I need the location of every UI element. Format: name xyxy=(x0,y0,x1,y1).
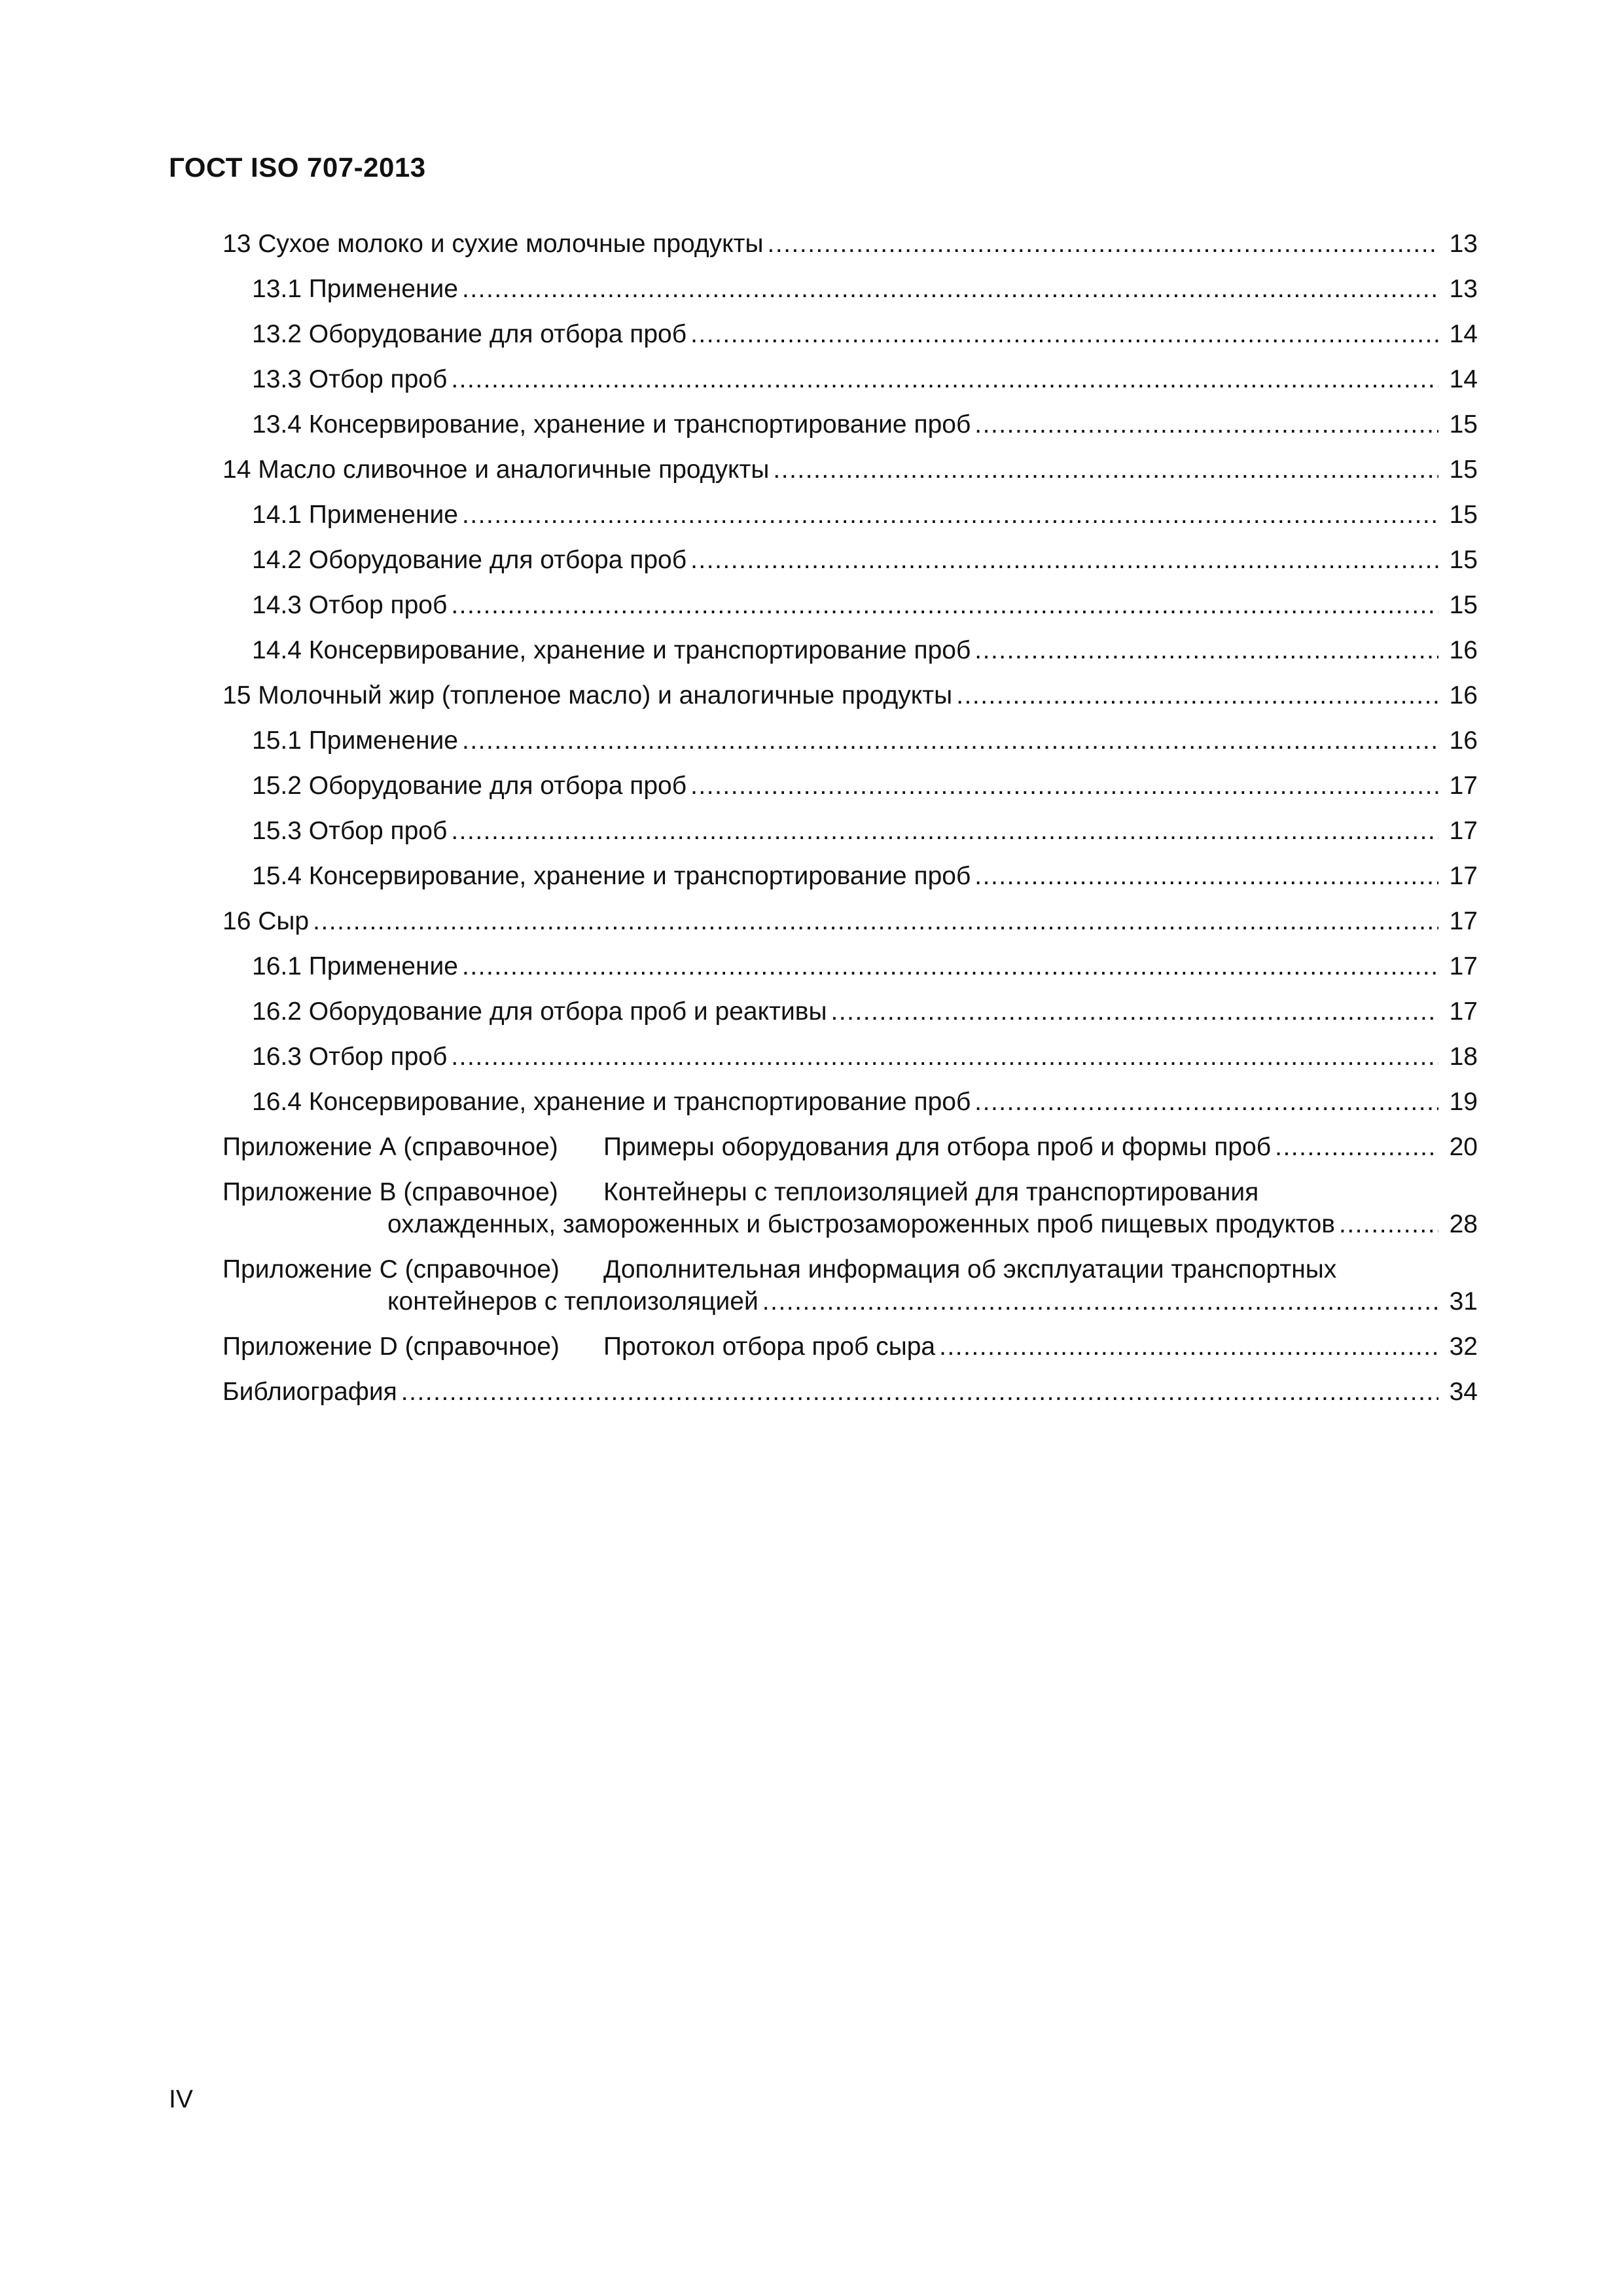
toc-entry-page: 15 xyxy=(1449,546,1478,574)
toc-entry-16[interactable] xyxy=(223,905,1478,937)
toc-leader-dots xyxy=(939,1331,1438,1363)
toc-entry-page: 17 xyxy=(1449,817,1478,845)
toc-entry-page: 34 xyxy=(1449,1378,1478,1406)
toc-annex-heading xyxy=(223,1331,939,1363)
toc-entry-title: 13.3 Отбор проб xyxy=(252,365,448,393)
toc-entry-page: 13 xyxy=(1449,275,1478,303)
table-of-contents xyxy=(223,228,1478,1421)
toc-entry-title: 14.2 Оборудование для отбора проб xyxy=(252,546,687,574)
toc-leader-dots xyxy=(1339,1208,1438,1240)
toc-entry-title: 15.1 Применение xyxy=(252,726,458,755)
toc-annex-heading xyxy=(223,1131,1275,1163)
toc-entry-14-3[interactable] xyxy=(223,589,1478,621)
toc-leader-dots xyxy=(974,1086,1438,1118)
document-header-title: ГОСТ ISO 707-2013 xyxy=(169,152,426,183)
toc-entry-page: 15 xyxy=(1449,410,1478,439)
toc-entry-title: 16.3 Отбор проб xyxy=(252,1043,448,1071)
toc-entry-page: 13 xyxy=(1449,230,1478,258)
toc-leader-dots xyxy=(451,1041,1438,1073)
toc-entry-page: 17 xyxy=(1449,862,1478,890)
toc-leader-dots xyxy=(831,996,1439,1028)
toc-entry-page: 17 xyxy=(1449,772,1478,800)
toc-entry-page: 18 xyxy=(1449,1043,1478,1071)
toc-entry-page: 15 xyxy=(1449,591,1478,619)
toc-annex-title: Контейнеры с теплоизоляцией для транспортирования xyxy=(603,1178,1259,1206)
toc-leader-dots xyxy=(690,318,1438,350)
toc-entry-15[interactable] xyxy=(223,679,1478,711)
toc-entry-page: 15 xyxy=(1449,501,1478,529)
toc-annex-label: Приложение В (справочное) xyxy=(223,1178,558,1206)
toc-entry-title: 16.4 Консервирование, хранение и транспортирование проб xyxy=(252,1088,971,1116)
toc-annex-title-cont: охлажденных, замороженных и быстрозамороженных проб пищевых продуктов xyxy=(387,1210,1336,1238)
toc-entry-page: 19 xyxy=(1449,1088,1478,1116)
toc-entry-page: 28 xyxy=(1449,1210,1478,1238)
toc-leader-dots xyxy=(462,725,1438,757)
toc-entry-title: Библиография xyxy=(223,1378,397,1406)
toc-entry-16-4[interactable] xyxy=(223,1086,1478,1118)
toc-leader-dots xyxy=(690,770,1438,802)
toc-annex-title: Дополнительная информация об эксплуатации транспортных xyxy=(603,1255,1337,1283)
toc-entry-16-3[interactable] xyxy=(223,1041,1478,1073)
toc-annex-c[interactable] xyxy=(223,1253,1478,1318)
toc-entry-13-1[interactable] xyxy=(223,273,1478,305)
toc-leader-dots xyxy=(462,950,1438,982)
toc-entry-title: 13.2 Оборудование для отбора проб xyxy=(252,320,687,348)
toc-entry-16-2[interactable] xyxy=(223,996,1478,1028)
toc-annex-label: Приложение С (справочное) xyxy=(223,1255,560,1283)
toc-entry-title: 15 Молочный жир (топленое масло) и аналогичные продукты xyxy=(223,681,953,709)
toc-entry-13[interactable] xyxy=(223,228,1478,260)
toc-entry-page: 17 xyxy=(1449,952,1478,980)
toc-entry-15-4[interactable] xyxy=(223,860,1478,892)
toc-entry-title: 14.4 Консервирование, хранение и транспортирование проб xyxy=(252,636,971,664)
toc-entry-page: 16 xyxy=(1449,681,1478,709)
toc-leader-dots xyxy=(974,860,1438,892)
toc-annex-a[interactable] xyxy=(223,1131,1478,1163)
toc-entry-title: 14.3 Отбор проб xyxy=(252,591,448,619)
toc-entry-page: 15 xyxy=(1449,456,1478,484)
toc-leader-dots xyxy=(1275,1131,1438,1163)
toc-leader-dots xyxy=(974,408,1438,440)
toc-annex-b[interactable] xyxy=(223,1176,1478,1240)
toc-entry-14[interactable] xyxy=(223,454,1478,486)
toc-annex-d[interactable] xyxy=(223,1331,1478,1363)
page-number: IV xyxy=(169,2085,193,2113)
toc-entry-title: 13.1 Применение xyxy=(252,275,458,303)
toc-leader-dots xyxy=(462,499,1438,531)
toc-entry-title: 15.2 Оборудование для отбора проб xyxy=(252,772,687,800)
toc-entry-page: 14 xyxy=(1449,365,1478,393)
toc-leader-dots xyxy=(451,815,1438,847)
toc-leader-dots xyxy=(768,228,1438,260)
toc-leader-dots xyxy=(313,905,1438,937)
toc-leader-dots xyxy=(451,363,1438,395)
toc-annex-title: Примеры оборудования для отбора проб и формы проб xyxy=(603,1133,1272,1161)
toc-entry-14-2[interactable] xyxy=(223,544,1478,576)
toc-entry-15-3[interactable] xyxy=(223,815,1478,847)
toc-annex-title: Протокол отбора проб сыра xyxy=(603,1333,936,1361)
toc-entry-14-1[interactable] xyxy=(223,499,1478,531)
toc-leader-dots xyxy=(401,1376,1438,1408)
toc-entry-13-4[interactable] xyxy=(223,408,1478,440)
toc-entry-page: 16 xyxy=(1449,636,1478,664)
toc-leader-dots xyxy=(974,634,1438,666)
toc-leader-dots xyxy=(773,454,1438,486)
toc-leader-dots xyxy=(956,679,1438,711)
toc-leader-dots xyxy=(690,544,1438,576)
toc-entry-page: 16 xyxy=(1449,726,1478,755)
toc-leader-dots xyxy=(462,273,1438,305)
toc-leader-dots xyxy=(451,589,1438,621)
toc-entry-page: 32 xyxy=(1449,1333,1478,1361)
toc-entry-page: 17 xyxy=(1449,907,1478,935)
toc-entry-13-2[interactable] xyxy=(223,318,1478,350)
toc-annex-label: Приложение D (справочное) xyxy=(223,1333,560,1361)
toc-entry-title: 14 Масло сливочное и аналогичные продукты xyxy=(223,456,770,484)
toc-entry-15-2[interactable] xyxy=(223,770,1478,802)
toc-entry-title: 16.2 Оборудование для отбора проб и реактивы xyxy=(252,997,827,1026)
toc-entry-13-3[interactable] xyxy=(223,363,1478,395)
toc-entry-title: 16 Сыр xyxy=(223,907,310,935)
toc-leader-dots xyxy=(762,1285,1438,1318)
toc-bibliography[interactable] xyxy=(223,1376,1478,1408)
toc-entry-title: 15.3 Отбор проб xyxy=(252,817,448,845)
toc-entry-page: 31 xyxy=(1449,1287,1478,1316)
toc-entry-16-1[interactable] xyxy=(223,950,1478,982)
toc-entry-14-4[interactable] xyxy=(223,634,1478,666)
toc-entry-page: 17 xyxy=(1449,997,1478,1026)
toc-entry-title: 13.4 Консервирование, хранение и транспортирование проб xyxy=(252,410,971,439)
toc-entry-page: 20 xyxy=(1449,1133,1478,1161)
toc-annex-title-cont: контейнеров с теплоизоляцией xyxy=(387,1287,758,1316)
toc-entry-page: 14 xyxy=(1449,320,1478,348)
toc-entry-title: 15.4 Консервирование, хранение и транспортирование проб xyxy=(252,862,971,890)
toc-entry-title: 14.1 Применение xyxy=(252,501,458,529)
toc-entry-title: 16.1 Применение xyxy=(252,952,458,980)
toc-annex-label: Приложение А (справочное) xyxy=(223,1133,558,1161)
toc-entry-15-1[interactable] xyxy=(223,725,1478,757)
toc-entry-title: 13 Сухое молоко и сухие молочные продукты xyxy=(223,230,764,258)
